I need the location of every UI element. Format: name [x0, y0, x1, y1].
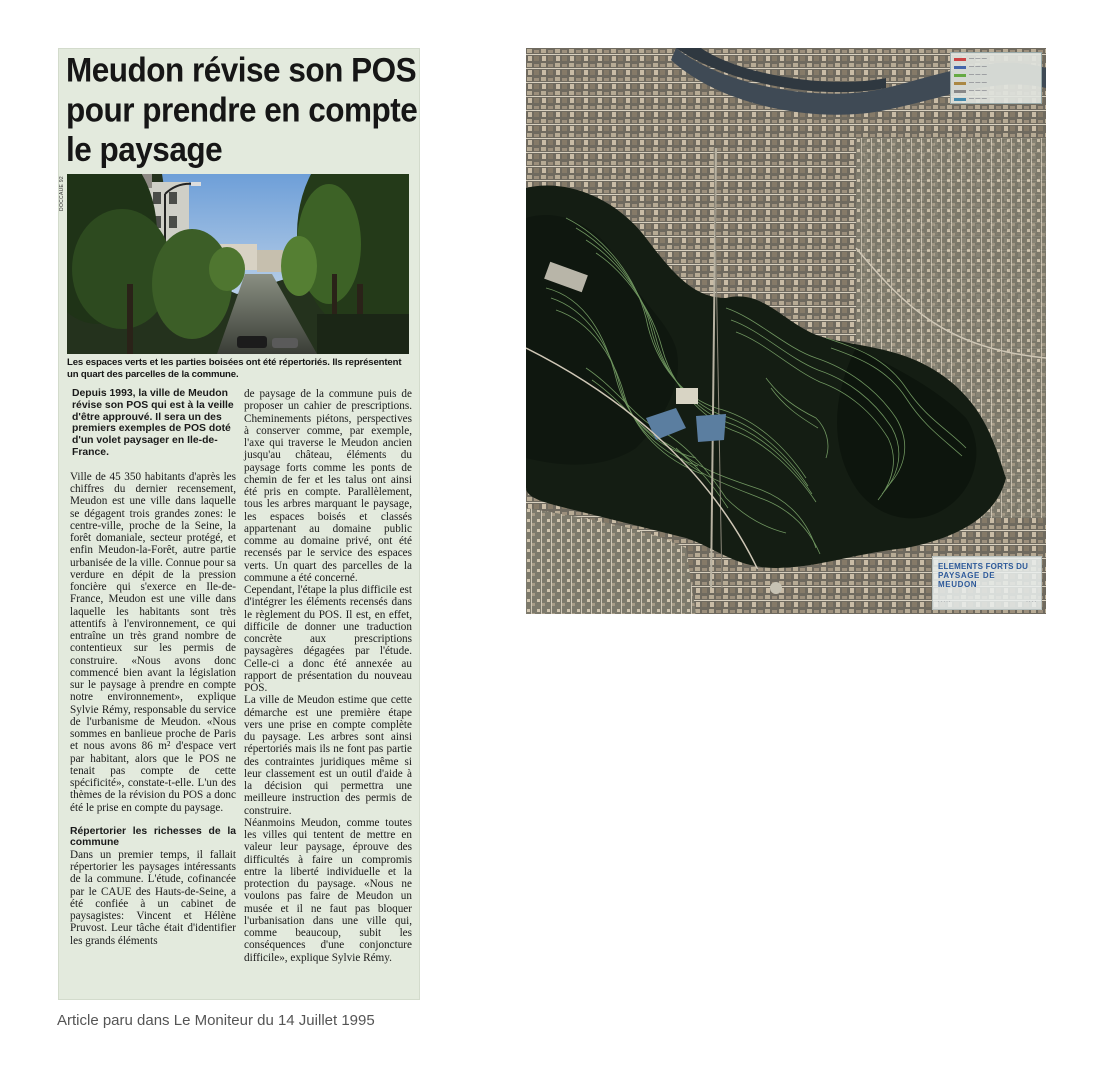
legend-row: — — —: [954, 95, 1038, 103]
headline-line-3: le paysage: [66, 129, 223, 169]
article-paragraph: La ville de Meudon estime que cette démarche est une première étape vers une prise en compte complète du paysage. Les arbres sont ainsi répertoriés mais ils ne font pas partie des contraintes juridiques même si leur classement est un outil d'aide à la décision qui permettra une meilleure instruction des permis de construire.: [244, 694, 412, 817]
article-headline: [66, 50, 420, 170]
source-citation: Article paru dans Le Moniteur du 14 Juillet 1995: [57, 1012, 375, 1029]
article-column-left: [70, 388, 236, 947]
map-legend: [950, 52, 1042, 104]
street-photo: [67, 174, 409, 354]
legend-row: — — —: [954, 87, 1038, 95]
aerial-photo-image: [526, 48, 1046, 614]
newspaper-clipping: [58, 48, 420, 1000]
headline-line-1: Meudon révise son POS: [66, 50, 417, 89]
article-paragraph: Cependant, l'étape la plus difficile est d'intégrer les éléments recensés dans le règlement du POS. Il est, en effet, difficile de donner une traduction concrète aux prescriptions paysagères dégagées par l'étude. Celle-ci a donc été annexée au rapport de présentation du nouveau POS.: [244, 584, 412, 694]
article-paragraph: Ville de 45 350 habitants d'après les chiffres du dernier recensement, Meudon est une ville dans laquelle se dégagent trois grandes zones: le centre-ville, proche de la Seine, la forêt domaniale, secteur protégé, et enfin Meudon-la-Forêt, autre partie urbanisée de la ville. Connue pour sa verdure en dépit de la pression foncière qui s'exerce en Ile-de-France, Meudon est une ville dans laquelle les habitants sont très attentifs à l'environnement, ce qui entraîne un très grand nombre de contentieux sur les permis de construire. «Nous avons donc commencé bien avant la législation sur le paysage à prendre en compte notre environnement», explique Sylvie Rémy, responsable du service de l'urbanisme de Meudon. «Nous sommes en banlieue proche de Paris et nous avons 86 m² d'espace vert par habitant, alors que le POS ne tenait pas compte de cette spécificité», constate-t-elle. L'un des thèmes de la révision du POS a donc été le prise en compte du paysage.: [70, 470, 236, 814]
legend-row: — — —: [954, 71, 1038, 79]
map-title-line-2: PAYSAGE DE MEUDON: [938, 571, 996, 589]
aerial-map: [526, 48, 1046, 614]
map-title-box: [932, 556, 1042, 610]
legend-row: — — —: [954, 63, 1038, 71]
map-title-line-1: ELEMENTS FORTS DU: [938, 562, 1029, 571]
article-paragraph: Néanmoins Meudon, comme toutes les villes qui tentent de mettre en valeur leur paysage, éprouve des difficultés à faire un compromis entre la liberté individuelle et la protection du paysage. «Nous ne voulons pas faire de Meudon un musée et il ne faut pas bloquer l'urbanisation dans une ville qui, comme beaucoup, subit les conséquences d'une conjoncture difficile», explique Sylvie Rémy.: [244, 816, 412, 964]
street-photo-image: [67, 174, 409, 354]
legend-row: — — —: [954, 79, 1038, 87]
legend-row: — — —: [954, 55, 1038, 63]
headline-line-2: pour prendre en compte: [66, 89, 418, 129]
article-paragraph: Dans un premier temps, il fallait répertorier les paysages intéressants de la commune. L'étude, cofinancée par le CAUE des Hauts-de-Seine, a été confiée à un cabinet de paysagistes: Vincent et Hélène Pruvost. Leur tâche était d'identifier les grands éléments: [70, 848, 236, 947]
article-column-right: [244, 388, 412, 964]
article-lede: Depuis 1993, la ville de Meudon révise son POS qui est à la veille d'être approuvé. Il sera un des premiers exemples de POS doté d'un volet paysager en Ile-de-France.: [72, 388, 234, 458]
article-subhead: Répertorier les richesses de la commune: [70, 825, 236, 849]
article-paragraph: de paysage de la commune puis de proposer un cahier de prescriptions. Cheminements piétons, perspectives à conserver comme, par exemple, l'axe qui traverse le Meudon ancien jusqu'au château, éléments du paysage forts comme les ponts de chemin de fer et les talus ont ainsi été pris en compte. Parallèlement, tous les arbres marquant le paysage, les espaces boisés et classés appartenant au domaine public comme au domaine privé, ont été recensés par le service des espaces verts. Un quart des parcelles de la commune a été concerné.: [244, 388, 412, 584]
photo-credit: DOCCAUE 92: [59, 176, 65, 211]
map-title-meta: · · · · · · · · ·: [938, 599, 1036, 604]
photo-caption: Les espaces verts et les parties boisées ont été répertoriés. Ils représentent un quart des parcelles de la commune.: [67, 357, 402, 380]
